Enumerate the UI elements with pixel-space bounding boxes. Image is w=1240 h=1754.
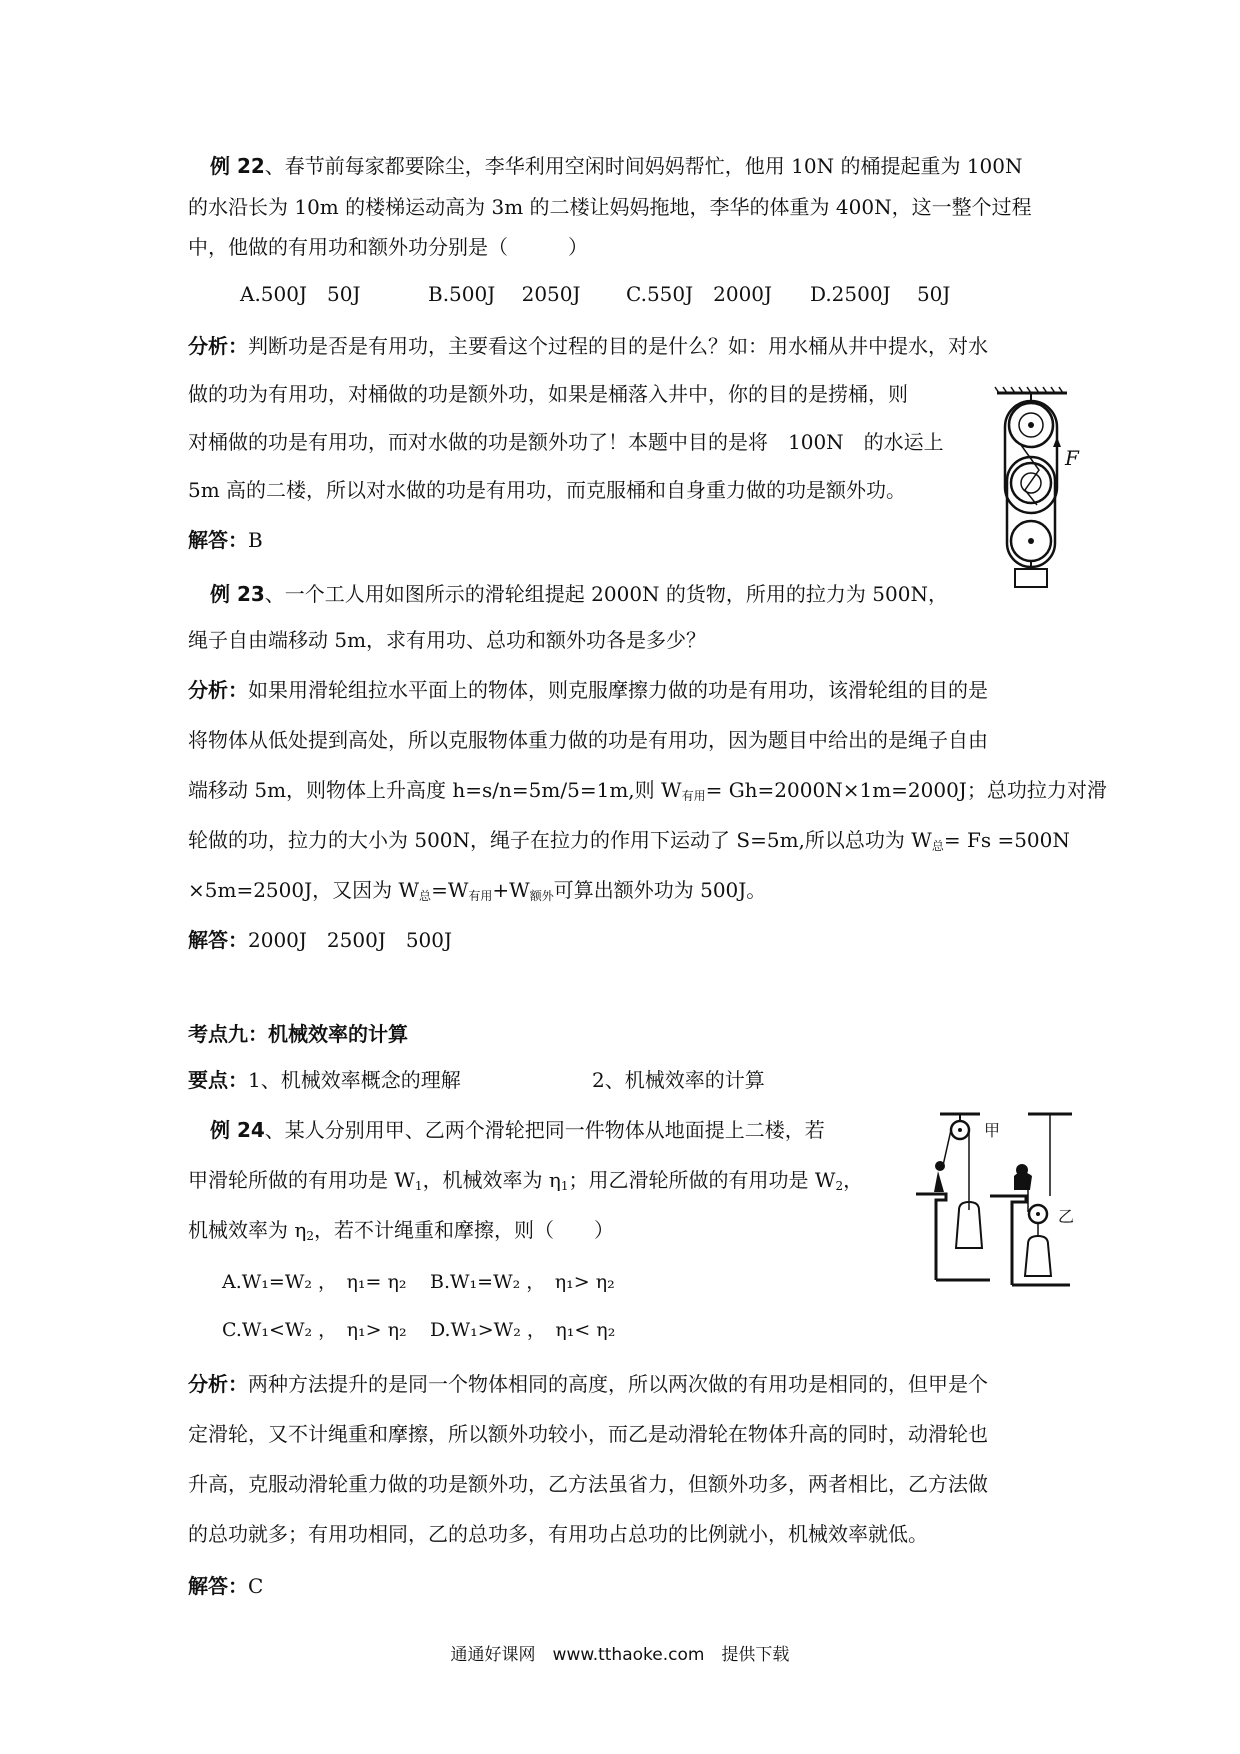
ex23-a3-post: = Gh=2000N×1m=2000J；总功拉力对滑 (705, 778, 1107, 802)
ex24-answer-value: C (248, 1574, 264, 1598)
ex23-answer-label: 解答： (188, 928, 248, 952)
topic9-point1: 1、机械效率概念的理解 (248, 1068, 461, 1092)
topic9-point2: 2、机械效率的计算 (592, 1068, 765, 1092)
ex22-option-a: A.500J 50J (240, 282, 361, 306)
pulley-block-figure (995, 385, 1090, 590)
ex24-l2-s3: 2 (835, 1179, 844, 1193)
ex22-answer-value: B (248, 528, 263, 552)
ex23-a4-text: 轮做的功，拉力的大小为 500N，绳子在拉力的作用下运动了 S=5m,所以总功为 W (188, 828, 932, 852)
ex23-analysis-line3 (188, 776, 1107, 810)
ex23-answer (188, 926, 452, 954)
ex22-question-text1: 、春节前每家都要除尘，李华利用空闲时间妈妈帮忙，他用 10N 的桶提起重为 100N (264, 154, 1023, 178)
ex24-option-d: D.W₁>W₂ ， η₁< η₂ (430, 1319, 616, 1341)
page-footer: 通通好课网 www.tthaoke.com 提供下载 (450, 1645, 790, 1665)
ex23-question-line1 (210, 580, 948, 608)
ex22-analysis-line4: 5m 高的二楼，所以对水做的功是有用功，而克服桶和自身重力做的功是额外功。 (188, 478, 907, 502)
ex23-answer-value: 2000J 2500J 500J (248, 928, 453, 952)
ex22-answer-label: 解答： (188, 528, 248, 552)
ex23-a5-text: ×5m=2500J，又因为 W (188, 878, 420, 902)
ex22-option-d: D.2500J 50J (810, 282, 951, 306)
ex24-question-text1: 、某人分别用甲、乙两个滑轮把同一件物体从地面提上二楼，若 (264, 1118, 825, 1142)
topic9-points-label: 要点： (188, 1068, 248, 1092)
ex22-question-line2: 的水沿长为 10m 的楼梯运动高为 3m 的二楼让妈妈拖地，李华的体重为 400N，这一整个过程 (188, 195, 1032, 219)
topic9-title: 考点九：机械效率的计算 (188, 1022, 408, 1046)
ex24-analysis-line2: 定滑轮，又不计绳重和摩擦，所以额外功较小，而乙是动滑轮在物体升高的同时，动滑轮也 (188, 1422, 988, 1446)
ex24-l2-d: ， (843, 1168, 864, 1192)
ex24-analysis-line3: 升高，克服动滑轮重力做的功是额外功，乙方法虽省力，但额外功多，两者相比，乙方法做 (188, 1472, 988, 1496)
ex24-l2-c: ；用乙滑轮所做的有用功是 W (568, 1168, 836, 1192)
ex23-a5-mid1: =W (431, 878, 469, 902)
ex23-analysis-line1 (188, 676, 988, 704)
label-jia: 甲 (984, 1121, 1001, 1140)
ex23-analysis-line2: 将物体从低处提到高处，所以克服物体重力做的功是有用功，因为题目中给出的是绳子自由 (188, 728, 988, 752)
fixed-movable-pulley-figure (910, 1110, 1085, 1290)
ex22-option-c: C.550J 2000J (626, 282, 773, 306)
ex23-analysis-line5 (188, 876, 766, 910)
ex23-analysis-text1: 如果用滑轮组拉水平面上的物体，则克服摩擦力做的功是有用功，该滑轮组的目的是 (248, 678, 988, 702)
force-label-f: F (1065, 446, 1079, 470)
ex22-analysis-label: 分析： (188, 334, 248, 358)
ex24-option-c: C.W₁<W₂ ， η₁> η₂ (222, 1319, 407, 1341)
ex24-l3-a: 机械效率为 η (188, 1218, 307, 1242)
ex24-l2-b: ，机械效率为 η (422, 1168, 561, 1192)
ex24-l2-s1: 1 (414, 1179, 423, 1193)
ex22-analysis-line2: 做的功为有用功，对桶做的功是额外功，如果是桶落入井中，你的目的是捞桶，则 (188, 382, 908, 406)
ex24-question-line3 (188, 1216, 614, 1250)
ex22-answer (188, 526, 263, 554)
label-yi: 乙 (1058, 1207, 1075, 1226)
ex24-answer-label: 解答： (188, 1574, 248, 1598)
ex22-question-line1 (210, 152, 1023, 180)
ex22-question-line3: 中，他做的有用功和额外功分别是（ ） (188, 235, 588, 259)
ex24-question-line2 (188, 1166, 863, 1200)
ex23-a4-sub: 总 (931, 839, 944, 853)
ex22-option-b: B.500J 2050J (428, 282, 581, 306)
ex24-label: 例 24 (210, 1118, 265, 1142)
ex24-option-a: A.W₁=W₂ ， η₁= η₂ (222, 1271, 407, 1293)
ex24-option-b: B.W₁=W₂ ， η₁> η₂ (430, 1271, 615, 1293)
ex22-analysis-line3: 对桶做的功是有用功，而对水做的功是额外功了！本题中目的是将 100N 的水运上 (188, 430, 944, 454)
ex24-l3-b: ，若不计绳重和摩擦，则（ ） (313, 1218, 614, 1242)
ex23-question-text1: 、一个工人用如图所示的滑轮组提起 2000N 的货物，所用的拉力为 500N， (264, 582, 948, 606)
ex23-a4-post: = Fs =500N (943, 828, 1070, 852)
ex23-a5-sub3: 额外 (529, 889, 554, 903)
ex23-a3-text: 端移动 5m，则物体上升高度 h=s/n=5m/5=1m,则 W (188, 778, 682, 802)
ex24-answer (188, 1572, 263, 1600)
ex23-a5-mid2: +W (492, 878, 530, 902)
ex24-analysis-label: 分析： (188, 1372, 248, 1396)
ex24-question-line1 (210, 1116, 825, 1144)
ex23-label: 例 23 (210, 582, 265, 606)
ex23-a5-post: 可算出额外功为 500J。 (553, 878, 767, 902)
ex23-analysis-line4 (188, 826, 1070, 860)
ex23-analysis-label: 分析： (188, 678, 248, 702)
ex24-l2-s2: 1 (560, 1179, 569, 1193)
ex24-analysis-line4: 的总功就多；有用功相同，乙的总功多，有用功占总功的比例就小，机械效率就低。 (188, 1522, 928, 1546)
ex23-a5-sub2: 有用 (468, 889, 493, 903)
ex22-label: 例 22 (210, 154, 265, 178)
ex24-analysis-line1 (188, 1370, 988, 1398)
ex22-analysis-text1: 判断功是否是有用功，主要看这个过程的目的是什么？如：用水桶从井中提水，对水 (248, 334, 988, 358)
ex23-question-line2: 绳子自由端移动 5m，求有用功、总功和额外功各是多少？ (188, 628, 707, 652)
ex24-analysis-text1: 两种方法提升的是同一个物体相同的高度，所以两次做的有用功是相同的，但甲是个 (248, 1372, 988, 1396)
ex23-a3-sub: 有用 (681, 789, 706, 803)
topic9-points (188, 1066, 461, 1094)
ex24-l3-s: 2 (306, 1229, 314, 1243)
ex24-l2-a: 甲滑轮所做的有用功是 W (188, 1168, 415, 1192)
ex22-analysis-line1 (188, 332, 988, 360)
ex23-a5-sub1: 总 (419, 889, 432, 903)
